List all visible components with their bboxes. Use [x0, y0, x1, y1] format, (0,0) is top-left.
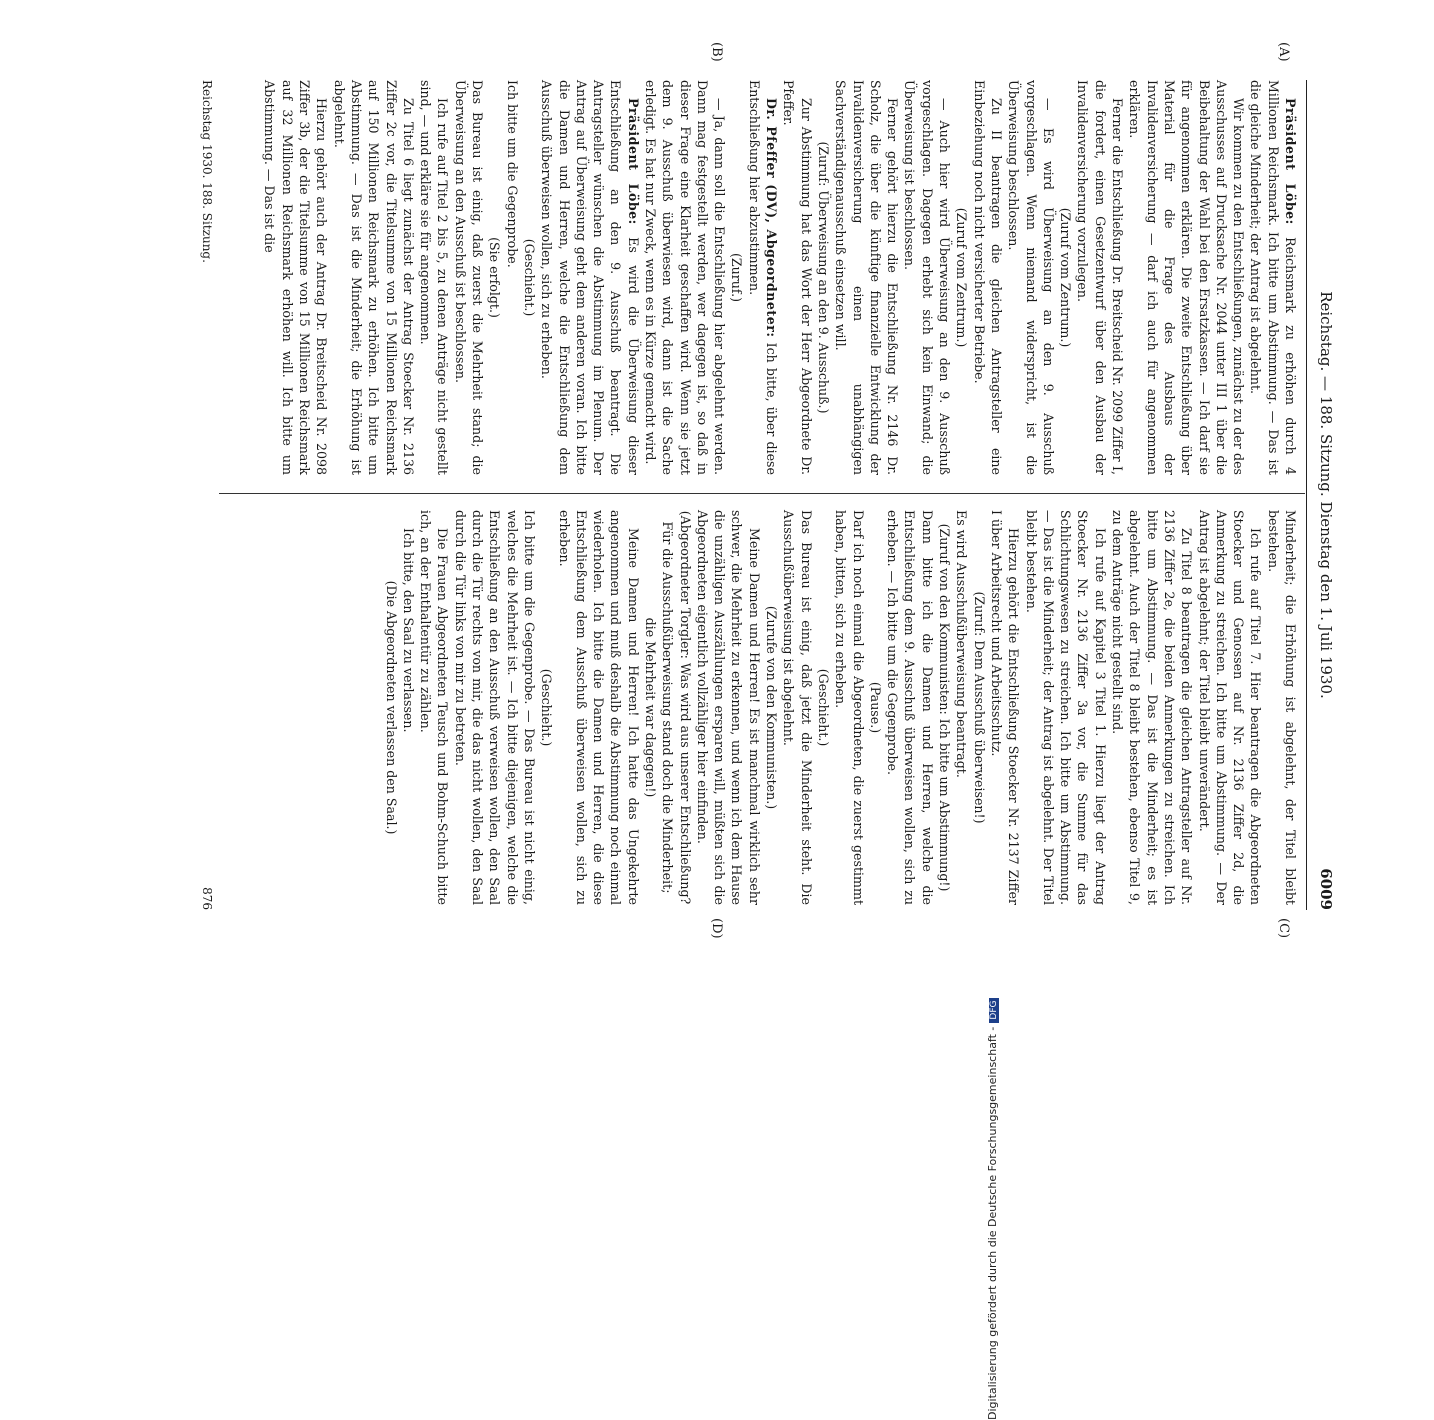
- interjection: (Geschieht.): [815, 668, 831, 747]
- paragraph: Ich bitte um die Gegenprobe. — Das Bureau ist nicht einig, welches die Mehrheit ist. — Ich bitte diejenigen, welche die Entschließung an den Ausschuß verweisen wollen, den Saal durch die Tür rechts von mir, die das nicht wollen, den Saal durch die Tür links von mir zu betreten.: [452, 510, 537, 905]
- column-divider: [219, 493, 1305, 494]
- left-column: [261, 80, 1299, 475]
- paragraph: [1022, 510, 1108, 905]
- paragraph-text: — Auch hier wird Überweisung an den 9. Ausschuß vorgeschlagen. Dagegen erhebt sich kein Einwand; die Überweisung ist beschlossen.: [902, 80, 953, 475]
- speaker-name: Dr. Pfeffer (DV), Abgeordneter:: [764, 98, 780, 338]
- paragraph-text: Ich rufe auf Kapitel 3 Titel 1. Hierzu liegt der Antrag Stoecker Nr. 2136 Ziffer 3a vor, die Summe für das Schlichtungswesen zu streichen. Ich bitte um Abstimmung. — Das ist die Minderheit; der Antrag ist abgelehnt. Der Titel bleibt bestehen.: [1023, 510, 1108, 905]
- page-footer: [200, 80, 214, 910]
- paragraph: [970, 80, 1005, 475]
- paragraph: Es wird Ausschußüberweisung beantragt.: [954, 510, 970, 778]
- paragraph-text: Ich bitte, den Saal zu verlassen.: [400, 528, 416, 733]
- paragraph: [988, 510, 1023, 905]
- paragraph: [1195, 510, 1264, 905]
- paragraph: [901, 80, 953, 475]
- interjection: (Sie erfolgt.): [487, 237, 503, 318]
- dfg-logo: DFG: [989, 998, 999, 1023]
- paragraph: [780, 80, 815, 475]
- paragraph: [330, 80, 416, 475]
- paragraph-text: Es wird die Überweisung dieser Entschließung an den 9. Ausschuß beantragt. Die Antragsteller wünschen die Abstimmung im Plenum. Der Antrag auf Überweisung geht dem anderen voran. Ich bitte die Damen und Herren, welche die Entschließung dem Ausschuß überweisen wollen, sich zu erheben.: [539, 80, 641, 475]
- digitization-credit: [986, 998, 999, 1420]
- paragraph: Darf ich noch einmal die Abgeordneten, die zuerst gestimmt haben, bitten, sich zu erheben.: [833, 510, 866, 905]
- paragraph: [417, 510, 452, 905]
- interjection: (Zuruf.): [729, 252, 745, 303]
- page-number: 6009: [1317, 868, 1335, 910]
- paragraph: [417, 80, 452, 475]
- paragraph: Das Bureau ist einig, daß jetzt die Minderheit steht. Die Ausschußüberweisung ist abgelehnt.: [781, 510, 814, 905]
- paragraph: Ich bitte um die Gegenprobe.: [504, 80, 520, 268]
- paragraph: [1247, 80, 1299, 475]
- page: [99, 42, 1339, 939]
- paragraph: Das Bureau ist einig, daß zuerst die Mehrheit stand; die Überweisung an den Ausschuß ist beschlossen.: [452, 80, 486, 475]
- paragraph-text: Reichsmark zu erhöhen durch 4 Millionen Reichsmark. Ich bitte um Abstimmung. — Das ist die gleiche Minderheit; der Antrag ist abgelehnt.: [1248, 80, 1298, 475]
- paragraph-text: Zur Abstimmung hat das Wort der Herr Abgeordnete Dr. Pfeffer.: [781, 80, 814, 475]
- paragraph-text: — Es wird Überweisung an den 9. Ausschuß vorgeschlagen. Wenn niemand widerspricht, ist die Überweisung beschlossen.: [1006, 80, 1056, 475]
- paragraph-text: Ich rufe auf Titel 2 bis 5, zu denen Anträge nicht gestellt sind, — und erkläre sie für angenommen.: [418, 80, 451, 475]
- interjection: (Pause.): [867, 681, 883, 734]
- interjection: (Zuruf: Überweisung an den 9. Ausschuß.): [815, 141, 831, 414]
- paragraph: [694, 510, 763, 905]
- paragraph: [1005, 80, 1057, 475]
- footer-session: Reichstag 1930. 188. Sitzung.: [200, 80, 214, 263]
- credit-text: Digitalisierung gefördert durch die Deutsche Forschungsgemeinschaft -: [986, 1026, 999, 1420]
- paragraph-text: Ich bitte, über diese Entschließung hier abzustimmen.: [746, 80, 780, 475]
- paragraph: [261, 80, 330, 475]
- interjection: (Die Abgeordneten verlassen den Saal.): [383, 580, 399, 835]
- footer-page-number: 876: [200, 887, 214, 910]
- paragraph-text: Zu Titel 6 liegt zunächst der Antrag Stoecker Nr. 2136 Ziffer 2c vor, die Titelsumme von 15 Millionen Reichsmark auf 150 Millionen Reichsmark zu erhöhen. Ich bitte um Abstimmung. — Das ist die Minderheit; die Erhöhung ist abgelehnt.: [331, 80, 416, 475]
- interjection: (Zuruf vom Zentrum.): [954, 207, 970, 348]
- header-title: Reichstag. — 188. Sitzung. Dienstag den 1. Juli 1930.: [1317, 291, 1335, 699]
- paragraph-text: Zu II beantragen die gleichen Antragsteller eine Einbeziehung noch nicht versicherter Betriebe.: [971, 80, 1004, 475]
- interjection: (Abgeordneter Torgler: Was wird aus unserer Entschließung? Für die Ausschußüberweisung stand doch die Minderheit; die Mehrheit war dagegen!): [643, 510, 693, 905]
- paragraph: [1126, 80, 1247, 475]
- header-rule: [1306, 80, 1307, 910]
- paragraph-text: Hierzu gehört auch der Antrag Dr. Breitscheid Nr. 2098 Ziffer 3b, der die Titelsumme von 15 Millionen Reichsmark auf 32 Millionen Reichsmark erhöhen will. Ich bitte um Abstimmung. — Das ist die: [262, 80, 330, 475]
- paragraph: Minderheit; die Erhöhung ist abgelehnt, der Titel bleibt bestehen.: [1265, 510, 1298, 905]
- paragraph-text: Hierzu gehört die Entschließung Stoecker Nr. 2137 Ziffer I über Arbeitsrecht und Arbeitsschutz.: [988, 510, 1022, 905]
- interjection: (Zurufe von den Kommunisten.): [764, 605, 780, 810]
- paragraph: [746, 80, 781, 475]
- paragraph: [1109, 510, 1195, 905]
- paragraph: [1074, 80, 1126, 475]
- paragraph: Dann bitte ich die Damen und Herren, welche die Entschließung dem 9. Ausschuß überweisen wollen, sich zu erheben. — Ich bitte um die Gegenprobe.: [885, 510, 935, 905]
- paragraph-text: Ferner die Entschließung Dr. Breitscheid Nr. 2099 Ziffer I, die fordert, einen Gesetzentwurf über den Ausbau der Invalidenversicherung vorzulegen.: [1075, 80, 1126, 475]
- paragraph-text: Ich rufe auf Titel 7. Hier beantragen die Abgeordneten Stoecker und Genossen auf Nr. 2136 Ziffer 2d, die Anmerkung zu streichen. Ich bitte um Abstimmung. — Der Antrag ist abgelehnt; der Titel bleibt unverändert.: [1196, 510, 1264, 905]
- margin-mark-b: (B): [709, 42, 724, 62]
- interjection: (Zuruf: Dem Ausschuß überweisen!): [971, 591, 987, 824]
- margin-mark-a: (A): [1276, 42, 1291, 62]
- paragraph: [400, 510, 417, 905]
- interjection: (Geschieht.): [539, 668, 555, 747]
- paragraph: [538, 80, 642, 475]
- paragraph-text: Meine Damen und Herren! Ich hatte das Ungekehrte angenommen und muß deshalb die Abstimmung noch einmal wiederholen. Ich bitte die Damen und Herren, die diese Entschließung dem Ausschuß überweisen wollen, sich zu erheben.: [556, 510, 641, 905]
- interjection: (Zuruf von den Kommunisten: Ich bitte um Abstimmung!): [937, 523, 953, 892]
- interjection: (Zuruf vom Zentrum.): [1058, 207, 1074, 348]
- paragraph-text: Die Frauen Abgeordneten Teusch und Bohm-Schuch bitte ich, an der Enthaltentür zu zählen.: [418, 510, 451, 905]
- paragraph-text: — Ja, dann soll die Entschließung hier abgelehnt werden. Dann mag festgestellt werden, wer dagegen ist, so daß in dieser Frage eine Klarheit geschaffen wird. Wenn sie jetzt dem 9. Ausschuß überwiesen wird, dann ist die Sache erledigt. Es hat nur Zweck, wenn es in Kürze gemacht wird.: [643, 80, 728, 475]
- margin-mark-d: (D): [709, 918, 724, 939]
- paragraph-text: Meine Damen und Herren! Es ist manchmal wirklich sehr schwer, die Mehrheit zu erkennen, und wenn ich dem Hause die unzähligen Auszählungen ersparen will, müßten sich die Abgeordneten eigentlich vollzähliger hier einfinden.: [694, 510, 762, 905]
- speaker-name: Präsident Löbe:: [1283, 98, 1298, 225]
- paragraph-text: Ferner gehört hierzu die Entschließung Nr. 2146 Dr. Scholz, die über die künftige finanzielle Entwicklung der Invalidenversicherung einen unabhängigen Sachverständigenausschuß einsetzen will.: [833, 80, 901, 475]
- paragraph-text: Zu Titel 8 beantragen die gleichen Antragsteller auf Nr. 2136 Ziffer 2e, die beiden Anmerkungen zu streichen. Ich bitte um Abstimmung. — Das ist die Minderheit; es ist abgelehnt. Auch der Titel 8 bleibt bestehen, ebenso Titel 9, zu dem Anträge nicht gestellt sind.: [1110, 510, 1195, 905]
- paragraph: [832, 80, 901, 475]
- paragraph-text: Wir kommen zu den Entschließungen, zunächst zu der des Ausschusses auf Drucksache Nr. 2044 unter III 1 über die Beibehaltung der Wahl bei den Ersatzkassen. — Ich darf sie für angenommen erklären. Die zweite Entschließung über Material für die Frage des Ausbaus der Invalidenversicherung — darf ich auch für angenommen erklären.: [1127, 80, 1247, 475]
- paragraph: [555, 510, 641, 905]
- right-column: [382, 510, 1299, 905]
- margin-mark-c: (C): [1276, 918, 1291, 939]
- interjection: (Geschieht.): [521, 238, 537, 317]
- paragraph: [642, 80, 728, 475]
- page-header: [1311, 80, 1339, 910]
- speaker-name: Präsident Löbe:: [625, 98, 641, 225]
